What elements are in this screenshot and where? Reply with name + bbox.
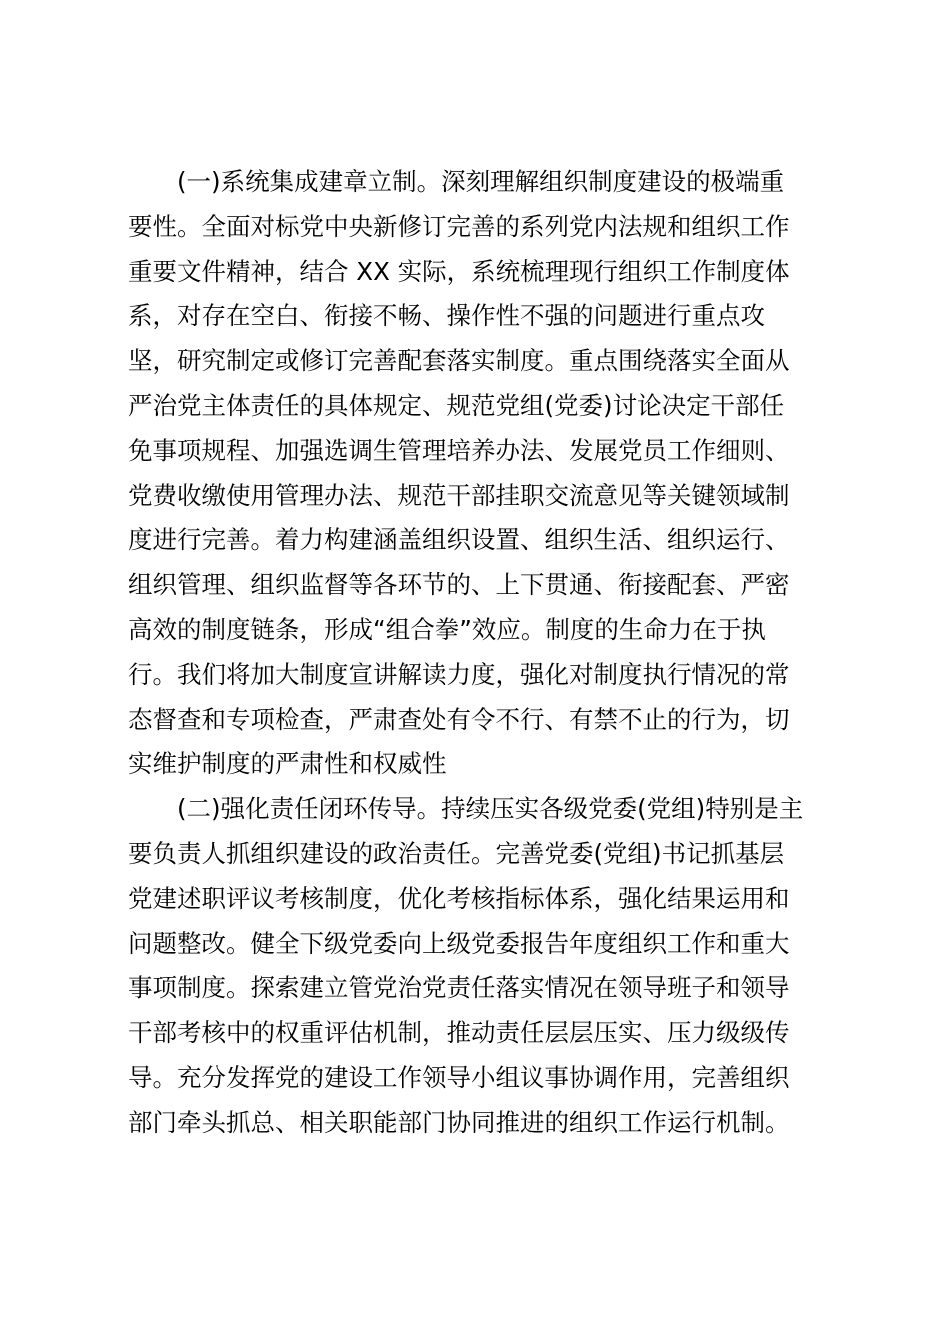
- paragraph-line: 部门牵头抓总、相关职能部门协同推进的组织工作运行机制。: [128, 1107, 790, 1137]
- paragraph-line: 态督查和专项检查，严肃查处有令不行、有禁不止的行为，切: [128, 704, 790, 734]
- paragraph-line: 问题整改。健全下级党委向上级党委报告年度组织工作和重大: [128, 928, 790, 958]
- paragraph-line: 系，对存在空白、衔接不畅、操作性不强的问题进行重点攻: [128, 301, 765, 331]
- paragraph-line: 高效的制度链条，形成“组合拳”效应。制度的生命力在于执: [128, 614, 766, 644]
- paragraph-responsibility: [128, 787, 828, 1145]
- document-body: [128, 160, 828, 1146]
- paragraph-line: 干部考核中的权重评估机制，推动责任层层压实、压力级级传: [128, 1018, 790, 1048]
- paragraph-line: 严治党主体责任的具体规定、规范党组(党委)讨论决定干部任: [128, 390, 785, 420]
- paragraph-line: 重要文件精神，结合 XX 实际，系统梳理现行组织工作制度体: [128, 256, 790, 286]
- paragraph-line: 度进行完善。着力构建涵盖组织设置、组织生活、组织运行、: [128, 525, 790, 555]
- paragraph-system-integration: [128, 160, 828, 787]
- paragraph-line: 实维护制度的严肃性和权威性: [128, 749, 447, 779]
- paragraph-line: 党费收缴使用管理办法、规范干部挂职交流意见等关键领域制: [128, 480, 790, 510]
- paragraph-line: 导。充分发挥党的建设工作领导小组议事协调作用，完善组织: [128, 1062, 790, 1092]
- paragraph-line: (二)强化责任闭环传导。持续压实各级党委(党组)特别是主: [177, 794, 804, 824]
- paragraph-line: 组织管理、组织监督等各环节的、上下贯通、衔接配套、严密: [128, 570, 790, 600]
- paragraph-line: 事项制度。探索建立管党治党责任落实情况在领导班子和领导: [128, 973, 790, 1003]
- paragraph-line: 要性。全面对标党中央新修订完善的系列党内法规和组织工作: [128, 211, 790, 241]
- paragraph-line: (一)系统集成建章立制。深刻理解组织制度建设的极端重: [177, 167, 785, 196]
- paragraph-line: 行。我们将加大制度宣讲解读力度，强化对制度执行情况的常: [128, 659, 790, 689]
- paragraph-line: 免事项规程、加强选调生管理培养办法、发展党员工作细则、: [128, 435, 790, 465]
- paragraph-line: 要负责人抓组织建设的政治责任。完善党委(党组)书记抓基层: [128, 838, 785, 868]
- paragraph-line: 党建述职评议考核制度，优化考核指标体系，强化结果运用和: [128, 883, 790, 913]
- paragraph-line: 坚，研究制定或修订完善配套落实制度。重点围绕落实全面从: [128, 346, 790, 376]
